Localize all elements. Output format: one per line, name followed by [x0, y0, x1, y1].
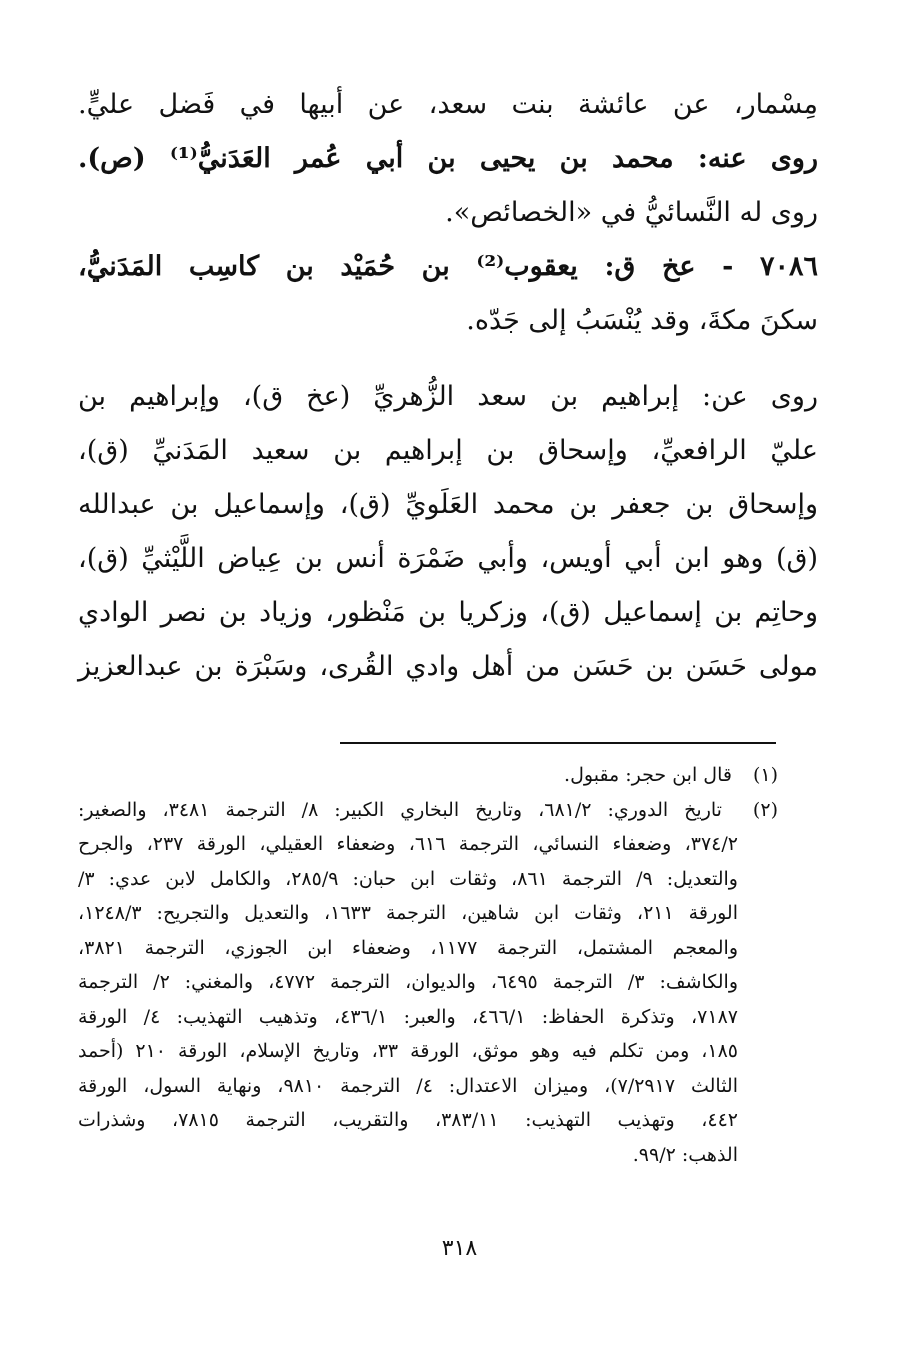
footnote-line: ٣٧٤/٢، وضعفاء النسائي، الترجمة ٦١٦، وضعفاء العقيلي، الورقة ٢٣٧، والجرح: [78, 833, 738, 855]
footnote-1: [78, 758, 778, 793]
text-line: روى له النَّسائيُّ في «الخصائص».: [445, 197, 818, 228]
footnote-line: الثالث ٧/٢٩١٧)، وميزان الاعتدال: ٤/ الترجمة ٩٨١٠، ونهاية السول، الورقة: [78, 1074, 739, 1097]
footnote-text: تاريخ الدوري: ٦٨١/٢، وتاريخ البخاري الكبير: ٨/ الترجمة ٣٤٨١، والصغير:: [78, 798, 722, 821]
footnote-line: والمعجم المشتمل، الترجمة ١١٧٧، وضعفاء ابن الجوزي، الترجمة ٣٨٢١،: [78, 936, 738, 959]
footnote-line: ٤٤٢، وتهذيب التهذيب: ٣٨٣/١١، والتقريب، الترجمة ٧٨١٥، وشذرات: [78, 1109, 738, 1131]
main-text: [78, 78, 818, 694]
footnote-number: (١): [752, 764, 778, 786]
footnote-number: (٢): [752, 798, 778, 821]
footnotes: [78, 758, 778, 1172]
page-number: ٣١٨: [441, 1236, 478, 1261]
text-line: روى عنه: محمد بن يحيى بن أبي عُمر العَدَنيُّ⁽¹⁾ (ص).: [78, 143, 818, 174]
text-line: مولى حَسَن بن حَسَن من أهل وادي القُرى، وسَبْرَة بن عبدالعزيز: [78, 651, 818, 682]
text-line: (ق) وهو ابن أبي أويس، وأبي ضَمْرَة أنس بن عِياض اللَّيْثيِّ (ق)،: [78, 543, 818, 574]
footnote-text: قال ابن حجر: مقبول.: [564, 764, 732, 786]
footnote-2: [78, 793, 778, 828]
text-line: سكنَ مكةَ، وقد يُنْسَبُ إلى جَدّه.: [466, 305, 818, 336]
footnote-line: ١٨٥، ومن تكلم فيه وهو موثق، الورقة ٣٣، وتاريخ الإسلام، الورقة ٢١٠ (أحمد: [78, 1040, 738, 1062]
entry-heading: ٧٠٨٦ - عخ ق: يعقوب⁽²⁾ بن حُمَيْد بن كاسِب المَدَنيُّ،: [78, 251, 818, 282]
footnote-divider: [340, 742, 776, 744]
footnote-line: الذهب: ٩٩/٢.: [632, 1143, 738, 1166]
footnote-line: ٧١٨٧، وتذكرة الحفاظ: ٤٦٦/١، والعبر: ٤٣٦/١، وتذهيب التهذيب: ٤/ الورقة: [78, 1005, 738, 1028]
text-line: وإسحاق بن جعفر بن محمد العَلَويِّ (ق)، وإسماعيل بن عبدالله: [78, 489, 818, 520]
text-line: مِسْمار، عن عائشة بنت سعد، عن أبيها في فَضل عليٍّ.: [78, 89, 818, 120]
text-line: روى عن: إبراهيم بن سعد الزُّهريِّ (عخ ق)، وإبراهيم بن: [78, 381, 818, 412]
text-line: عليّ الرافعيِّ، وإسحاق بن إبراهيم بن سعيد المَدَنيِّ (ق)،: [78, 435, 818, 466]
text-line: وحاتِم بن إسماعيل (ق)، وزكريا بن مَنْظور، وزياد بن نصر الوادي: [78, 597, 818, 628]
footnote-line: والتعديل: ٩/ الترجمة ٨٦١، وثقات ابن حبان: ٢٨٥/٩، والكامل لابن عدي: ٣/: [78, 867, 738, 890]
footnote-line: الورقة ٢١١، وثقات ابن شاهين، الترجمة ١٦٣٣، والتعديل والتجريح: ١٢٤٨/٣،: [78, 902, 738, 924]
footnote-line: والكاشف: ٣/ الترجمة ٦٤٩٥، والديوان، الترجمة ٤٧٧٢، والمغني: ٢/ الترجمة: [78, 971, 738, 993]
